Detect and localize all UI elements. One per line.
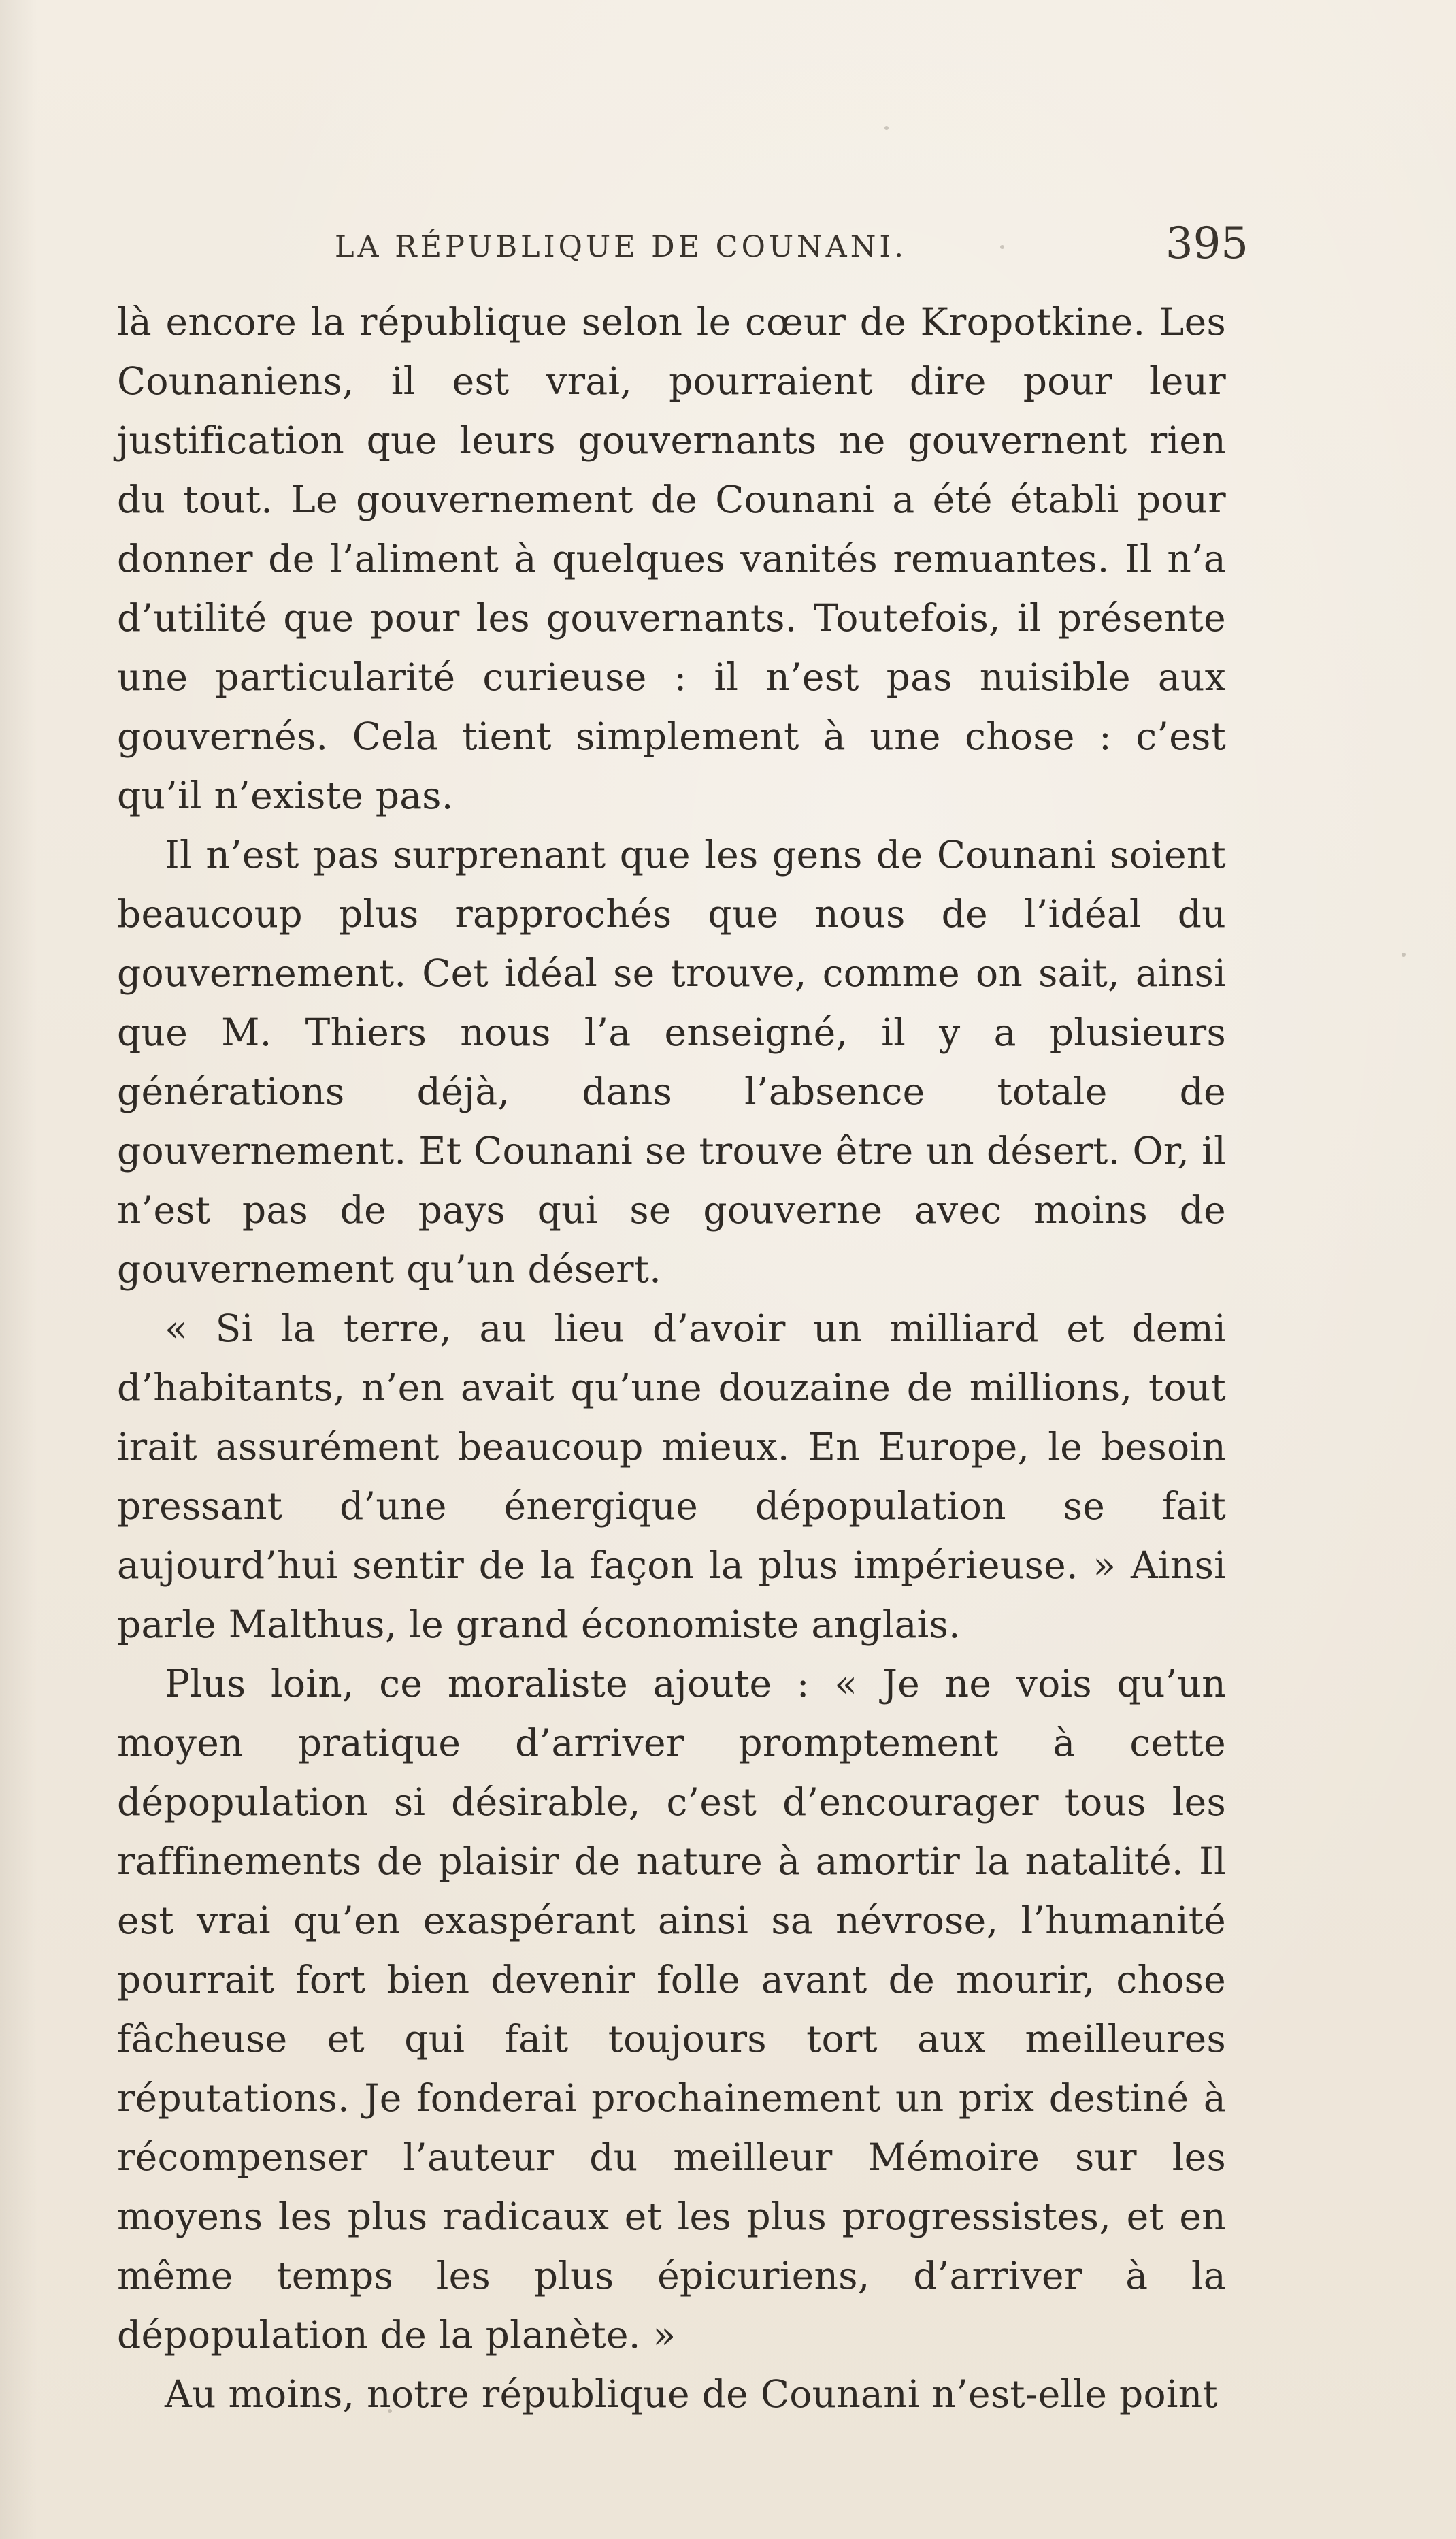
paragraph-3: « Si la terre, au lieu d’avoir un milliard et demi d’habitants, n’en avait qu’une douzaine de millions, tout irait assurément beaucoup mieux. En Europe, le besoin pressant d’une énergique dépopulation se fait aujourd’hui sentir de la façon la plus impérieuse. » Ainsi parle Malthus, le grand économiste anglais. [117, 1307, 1226, 1646]
running-head [116, 218, 1248, 276]
paragraph-1: là encore la république selon le cœur de Kropotkine. Les Counaniens, il est vrai, pourraient dire pour leur justification que leurs gouvernants ne gouvernent rien du tout. Le gouvernement de Counani a été établi pour donner de l’aliment à quelques vanités remuantes. Il n’a d’utilité que pour les gouvernants. Toutefois, il présente une particularité curieuse : il n’est pas nuisible aux gouvernés. Cela tient simplement à une chose : c’est qu’il n’existe pas. [117, 300, 1226, 817]
paper-speck [884, 126, 889, 130]
paragraph-2: Il n’est pas surprenant que les gens de Counani soient beaucoup plus rapprochés que nous de l’idéal du gouvernement. Cet idéal se trouve, comme on sait, ainsi que M. Thiers nous l’a enseigné, il y a plusieurs générations déjà, dans l’absence totale de gouvernement. Et Counani se trouve être un désert. Or, il n’est pas de pays qui se gouverne avec moins de gouvernement qu’un désert. [117, 833, 1226, 1291]
paragraph-4: Plus loin, ce moraliste ajoute : « Je ne vois qu’un moyen pratique d’arriver promptement à cette dépopulation si désirable, c’est d’encourager tous les raffinements de plaisir de nature à amortir la natalité. Il est vrai qu’en exaspérant ainsi sa névrose, l’humanité pourrait fort bien devenir folle avant de mourir, chose fâcheuse et qui fait toujours tort aux meilleures réputations. Je fonderai prochainement un prix destiné à récompenser l’auteur du meilleur Mémoire sur les moyens les plus radicaux et les plus progressistes, et en même temps les plus épicuriens, d’arriver à la dépopulation de la planète. » [117, 1662, 1226, 2357]
paragraph-5: Au moins, notre république de Counani n’est-elle point [165, 2372, 1218, 2416]
page-number: 395 [1165, 218, 1248, 269]
paper-speck [1402, 953, 1406, 957]
paper-speck [388, 2409, 392, 2413]
paper-speck [1000, 245, 1004, 249]
running-title: LA RÉPUBLIQUE DE COUNANI. [334, 230, 908, 264]
body-text [117, 293, 1226, 2424]
